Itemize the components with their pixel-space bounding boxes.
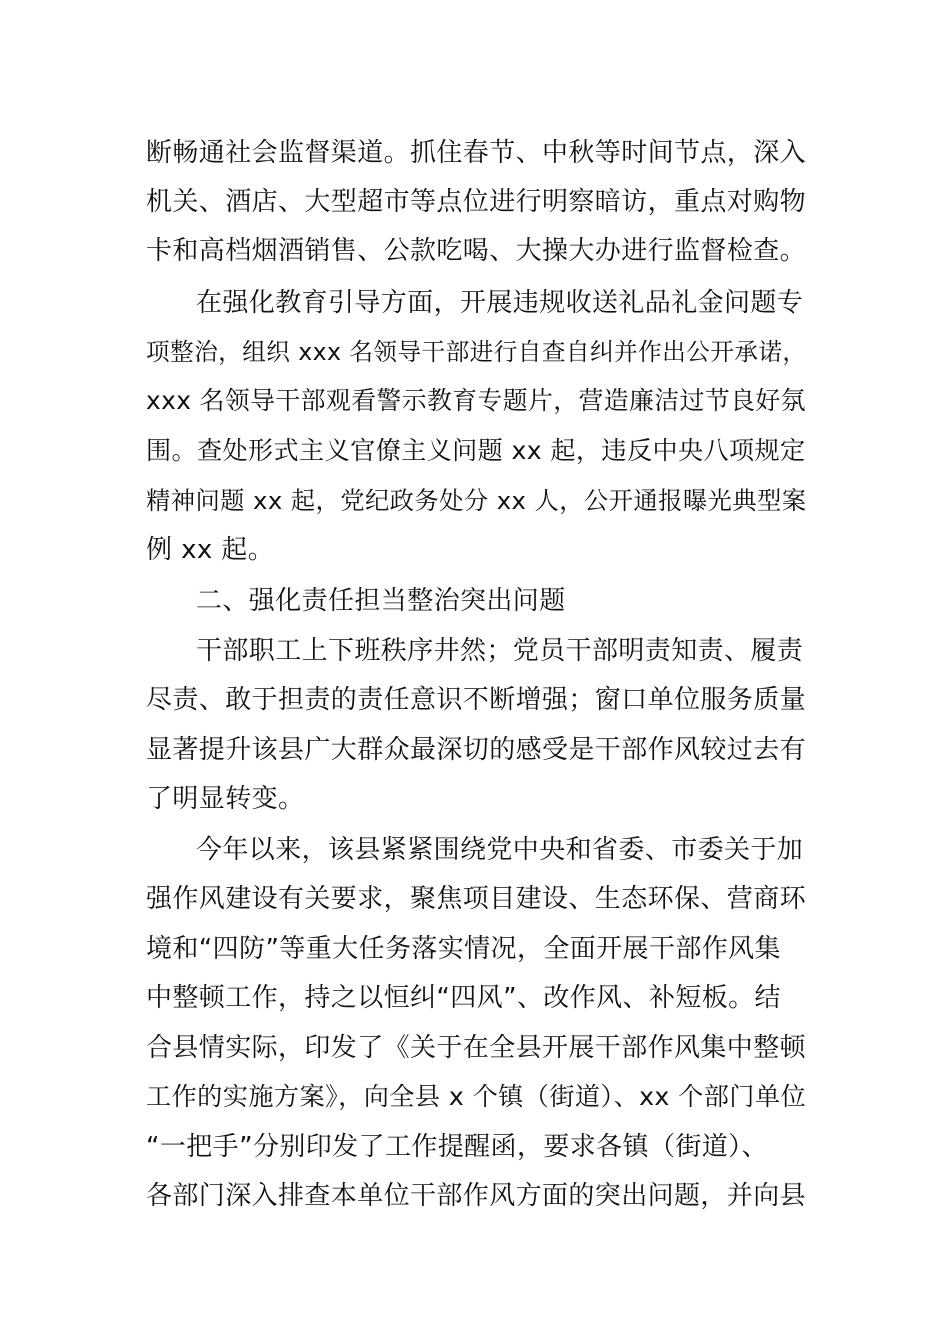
- text-line: 工作的实施方案》，向全县 x 个镇（街道）、xx 个部门单位: [146, 1082, 807, 1111]
- text-line: 了明显转变。: [146, 784, 305, 814]
- text-line: 境和“四防”等重大任务落实情况，全面开展干部作风集: [146, 934, 781, 964]
- text-line: xxx 名领导干部观看警示教育专题片，营造廉洁过节良好氛: [146, 386, 806, 415]
- text-line: 围。查处形式主义官僚主义问题 xx 起，违反中央八项规定: [146, 436, 806, 465]
- text-line: 中整顿工作，持之以恒纠“四风”、改作风、补短板。结: [146, 983, 781, 1013]
- text-line: 断畅通社会监督渠道。抓住春节、中秋等时间节点，深入: [146, 138, 807, 168]
- text-line: 例 xx 起。: [146, 535, 275, 565]
- text-line: 合县情实际，印发了《关于在全县开展干部作风集中整顿: [146, 1033, 807, 1063]
- paragraph-start-line: 干部职工上下班秩序井然；党员干部明责知责、履责: [196, 636, 804, 666]
- section-heading: 二、强化责任担当整治突出问题: [196, 586, 566, 616]
- paragraph-start-line: 今年以来，该县紧紧围绕党中央和省委、市委关于加: [196, 835, 804, 865]
- text-line: 强作风建设有关要求，聚焦项目建设、生态环保、营商环: [146, 884, 807, 914]
- text-line: 项整治，组织 xxx 名领导干部进行自查自纠并作出公开承诺，: [146, 338, 807, 366]
- text-line: 显著提升该县广大群众最深切的感受是干部作风较过去有: [146, 735, 807, 765]
- text-line: “一把手”分别印发了工作提醒函，要求各镇（街道）、: [146, 1132, 768, 1162]
- text-line: 机关、酒店、大型超市等点位进行明察暗访，重点对购物: [146, 187, 807, 217]
- paragraph-start-line: 在强化教育引导方面，开展违规收送礼品礼金问题专: [196, 288, 804, 318]
- text-line: 各部门深入排查本单位干部作风方面的突出问题，并向县: [146, 1181, 807, 1211]
- text-line: 尽责、敢于担责的责任意识不断增强；窗口单位服务质量: [146, 685, 807, 715]
- text-line: 精神问题 xx 起，党纪政务处分 xx 人，公开通报曝光典型案: [146, 486, 807, 515]
- text-line: 卡和高档烟酒销售、公款吃喝、大操大办进行监督检查。: [146, 236, 807, 266]
